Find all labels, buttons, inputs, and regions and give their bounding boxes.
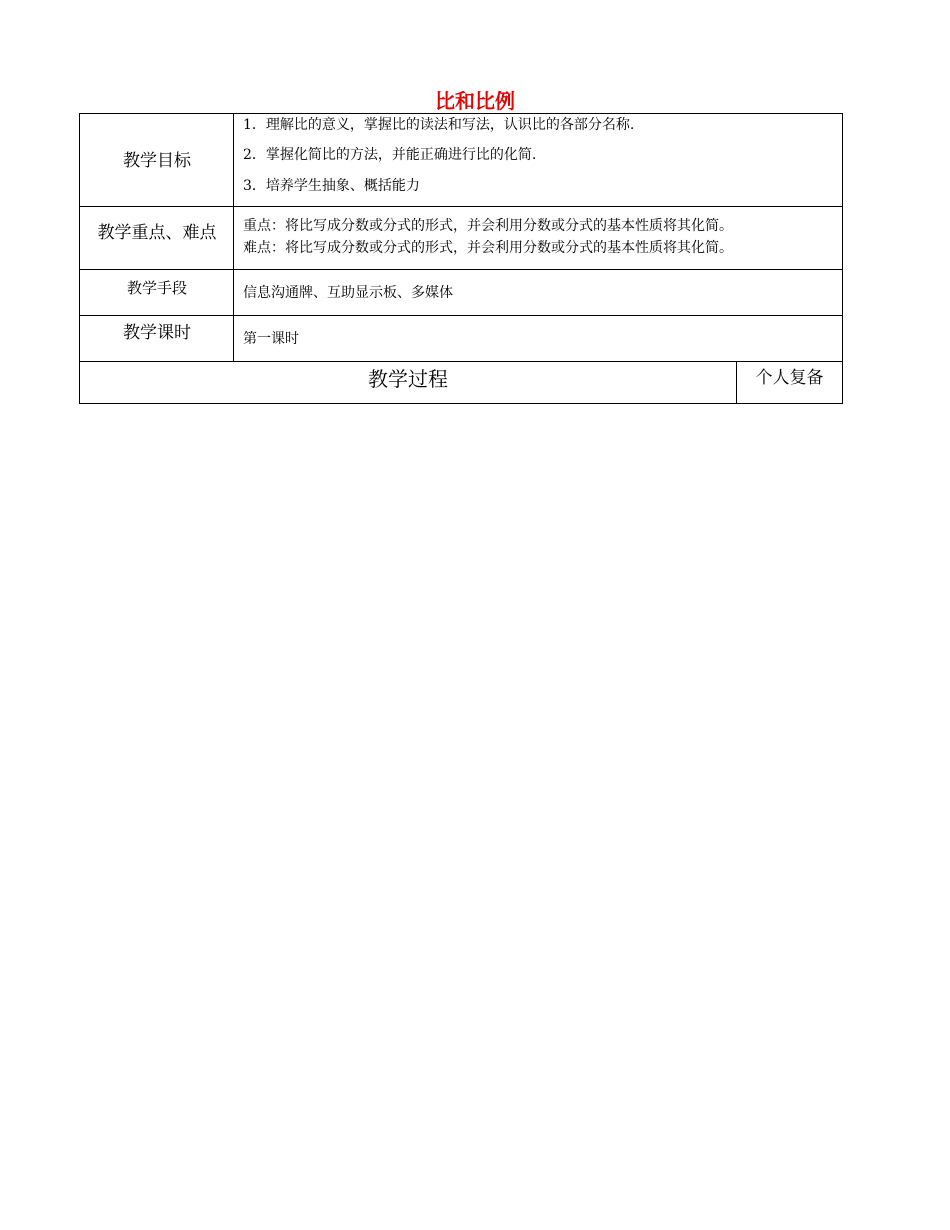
row-divider: [80, 315, 842, 316]
difficult-point-text: 难点：将比写成分数或分式的形式，并会利用分数或分式的基本性质将其化简。: [243, 240, 733, 256]
lesson-plan-table: [79, 113, 843, 404]
key-point-text: 重点：将比写成分数或分式的形式，并会利用分数或分式的基本性质将其化简。: [243, 218, 733, 234]
review-heading: 个人复备: [755, 368, 824, 388]
row-divider: [80, 361, 842, 362]
goal-item: 1．理解比的意义，掌握比的读法和写法，认识比的各部分名称.: [243, 117, 635, 133]
key-points-label: 教学重点、难点: [97, 223, 217, 243]
means-label: 教学手段: [126, 279, 187, 297]
goal-item: 2．掌握化简比的方法，并能正确进行比的化简.: [243, 147, 537, 163]
process-heading: 教学过程: [368, 367, 448, 391]
goal-item: 3．培养学生抽象、概括能力: [243, 178, 420, 194]
periods-value: 第一课时: [243, 331, 299, 347]
document-title: 比和比例: [435, 89, 515, 113]
row-divider: [80, 206, 842, 207]
goals-label: 教学目标: [123, 151, 191, 171]
periods-label: 教学课时: [123, 323, 191, 343]
means-value: 信息沟通牌、互助显示板、多媒体: [243, 285, 453, 301]
row-divider: [80, 269, 842, 270]
